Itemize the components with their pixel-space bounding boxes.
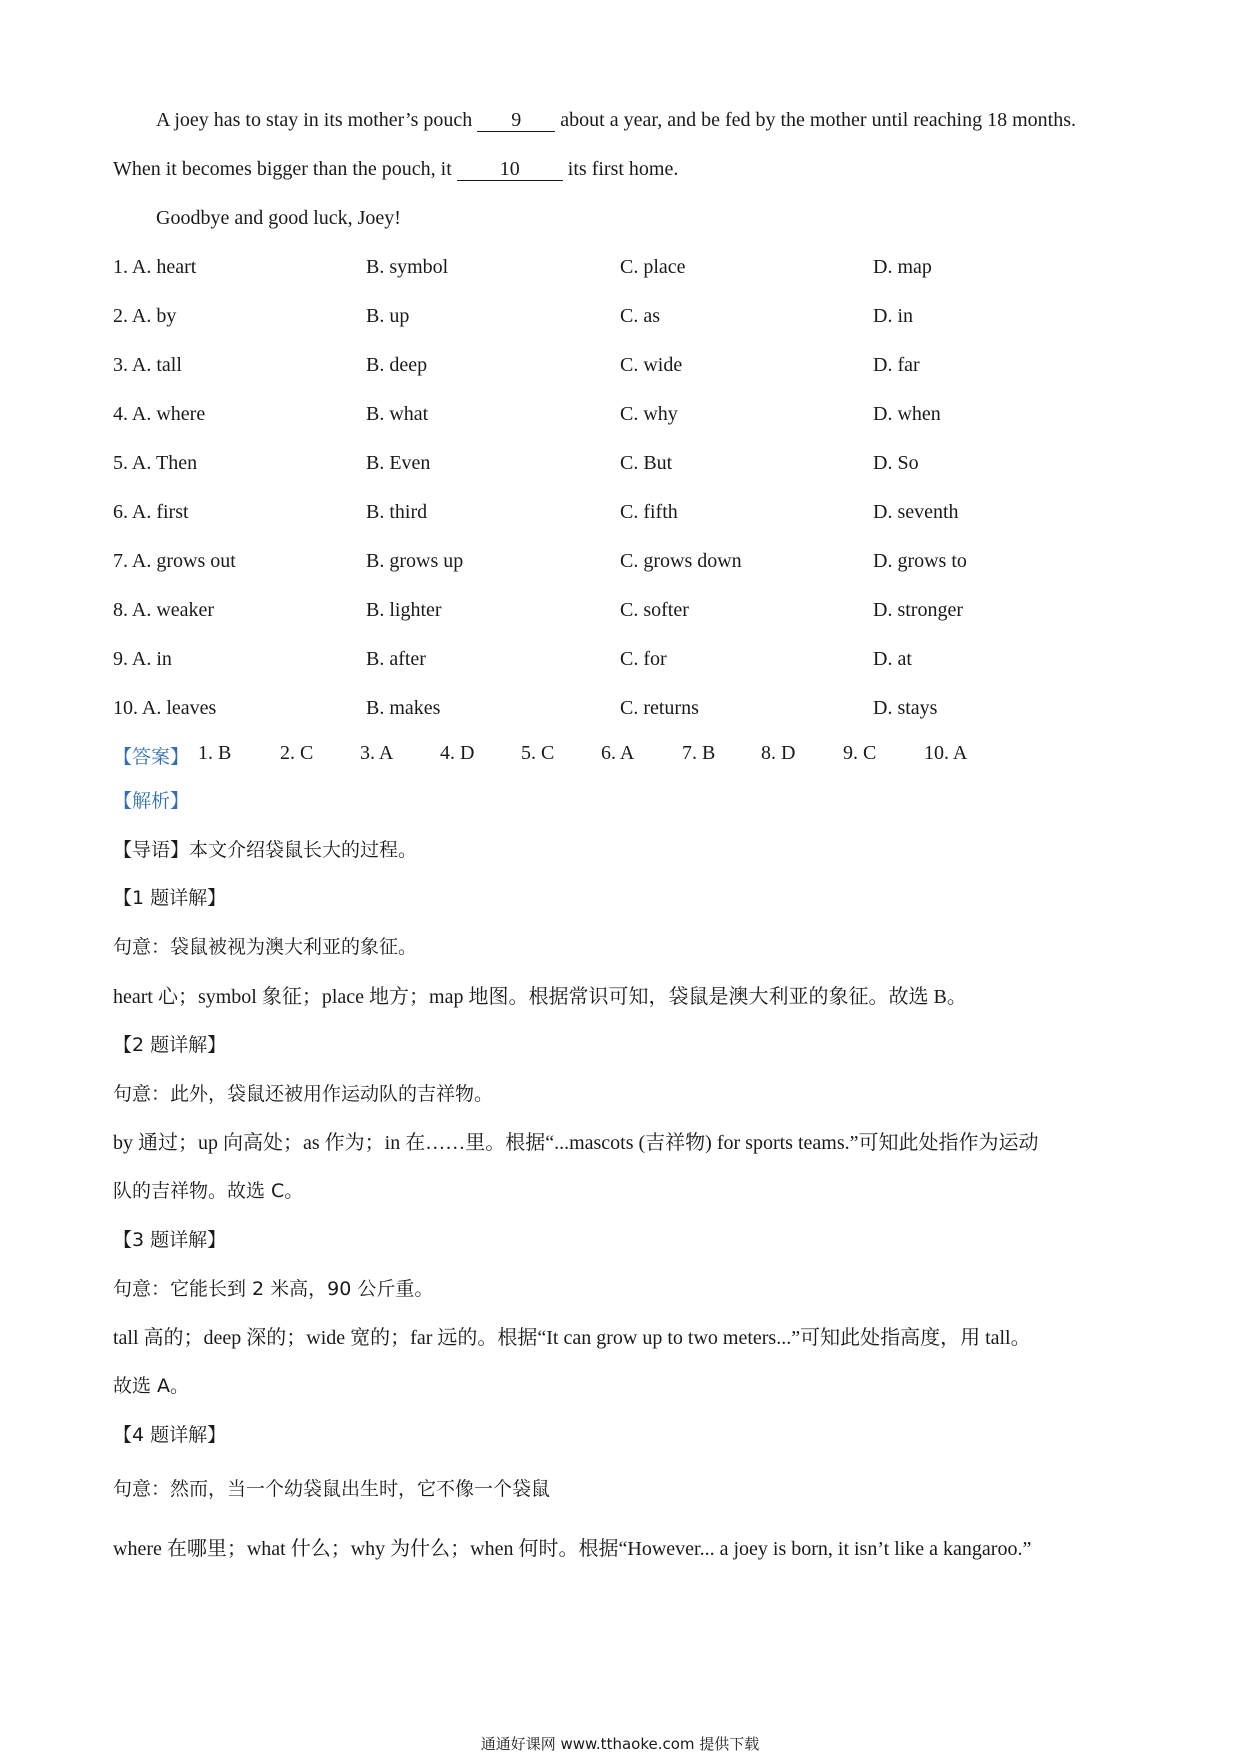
- option-a: 2. A. by: [113, 305, 177, 327]
- page-footer: 通通好课网 www.tthaoke.com 提供下载: [480, 1735, 760, 1753]
- analysis-line: 【1 题详解】: [113, 887, 227, 909]
- question-row: [0, 501, 1240, 525]
- option-c: C. But: [620, 452, 673, 474]
- option-a: 4. A. where: [113, 403, 206, 425]
- passage-text: A joey has to stay in its mother’s pouch: [156, 109, 473, 131]
- analysis-label: 【解析】: [113, 790, 190, 812]
- question-row: [0, 452, 1240, 476]
- answer-key: [0, 742, 1240, 766]
- question-row: [0, 599, 1240, 623]
- question-row: [0, 403, 1240, 427]
- answer-item: 6. A: [601, 742, 635, 764]
- question-row: [0, 697, 1240, 721]
- option-a: 10. A. leaves: [113, 697, 217, 719]
- option-a: 3. A. tall: [113, 354, 182, 376]
- option-c: C. softer: [620, 599, 689, 621]
- option-d: D. at: [873, 648, 912, 670]
- answer-item: 1. B: [198, 742, 232, 764]
- option-a: 8. A. weaker: [113, 599, 215, 621]
- answer-item: 10. A: [924, 742, 968, 764]
- option-d: D. seventh: [873, 501, 959, 523]
- answer-label: 【答案】: [113, 746, 190, 768]
- option-a: 1. A. heart: [113, 256, 197, 278]
- option-b: B. deep: [366, 354, 428, 376]
- passage-text: When it becomes bigger than the pouch, it: [113, 158, 452, 180]
- option-c: C. fifth: [620, 501, 678, 523]
- analysis-line: 【4 题详解】: [113, 1424, 227, 1446]
- answer-item: 7. B: [682, 742, 716, 764]
- option-d: D. in: [873, 305, 913, 327]
- analysis-line: 队的吉祥物。故选 C。: [113, 1180, 304, 1202]
- analysis-line: 句意：此外，袋鼠还被用作运动队的吉祥物。: [113, 1083, 494, 1105]
- option-d: D. So: [873, 452, 919, 474]
- option-b: B. lighter: [366, 599, 442, 621]
- option-c: C. for: [620, 648, 667, 670]
- answer-item: 5. C: [521, 742, 555, 764]
- option-d: D. stronger: [873, 599, 963, 621]
- option-c: C. wide: [620, 354, 683, 376]
- passage-text: its first home.: [567, 158, 679, 180]
- option-c: C. returns: [620, 697, 699, 719]
- option-c: C. as: [620, 305, 660, 327]
- option-c: C. place: [620, 256, 686, 278]
- option-d: D. grows to: [873, 550, 967, 572]
- option-b: B. Even: [366, 452, 431, 474]
- option-b: B. up: [366, 305, 410, 327]
- analysis-line: 句意：袋鼠被视为澳大利亚的象征。: [113, 936, 418, 958]
- passage-line-2: [113, 159, 678, 181]
- analysis-line: tall 高的；deep 深的；wide 宽的；far 远的。根据“It can grow up to two meters...”可知此处指高度，用 tall。: [113, 1327, 1031, 1349]
- passage-line-1: [156, 110, 1076, 132]
- blank-10: 10: [457, 159, 563, 181]
- analysis-line: 【导语】本文介绍袋鼠长大的过程。: [113, 839, 418, 861]
- option-b: B. grows up: [366, 550, 464, 572]
- option-d: D. stays: [873, 697, 938, 719]
- answer-item: 3. A: [360, 742, 394, 764]
- option-b: B. symbol: [366, 256, 449, 278]
- analysis-line: by 通过；up 向高处；as 作为；in 在……里。根据“...mascots (吉祥物) for sports teams.”可知此处指作为运动: [113, 1132, 1039, 1154]
- question-row: [0, 354, 1240, 378]
- question-row: [0, 550, 1240, 574]
- answer-item: 4. D: [440, 742, 475, 764]
- analysis-line: heart 心；symbol 象征；place 地方；map 地图。根据常识可知，袋鼠是澳大利亚的象征。故选 B。: [113, 986, 967, 1008]
- question-row: [0, 256, 1240, 280]
- option-d: D. when: [873, 403, 941, 425]
- answer-item: 8. D: [761, 742, 796, 764]
- analysis-line: 【2 题详解】: [113, 1034, 227, 1056]
- option-a: 5. A. Then: [113, 452, 198, 474]
- question-row: [0, 305, 1240, 329]
- option-a: 6. A. first: [113, 501, 189, 523]
- analysis-line: 故选 A。: [113, 1375, 190, 1397]
- answer-item: 9. C: [843, 742, 877, 764]
- option-b: B. after: [366, 648, 426, 670]
- passage-line-3: Goodbye and good luck, Joey!: [156, 207, 401, 229]
- option-c: C. grows down: [620, 550, 742, 572]
- blank-9: 9: [477, 110, 555, 132]
- option-d: D. map: [873, 256, 932, 278]
- analysis-line: where 在哪里；what 什么；why 为什么；when 何时。根据“However... a joey is born, it isn’t like a kangaroo.”: [113, 1538, 1032, 1560]
- passage-text: about a year, and be fed by the mother until reaching 18 months.: [560, 109, 1076, 131]
- answer-item: 2. C: [280, 742, 314, 764]
- analysis-line: 【3 题详解】: [113, 1229, 227, 1251]
- analysis-line: 句意：它能长到 2 米高，90 公斤重。: [113, 1278, 434, 1300]
- question-row: [0, 648, 1240, 672]
- option-c: C. why: [620, 403, 678, 425]
- option-d: D. far: [873, 354, 920, 376]
- option-b: B. third: [366, 501, 428, 523]
- option-a: 7. A. grows out: [113, 550, 236, 572]
- analysis-line: 句意：然而，当一个幼袋鼠出生时，它不像一个袋鼠: [113, 1478, 551, 1500]
- option-b: B. makes: [366, 697, 441, 719]
- option-b: B. what: [366, 403, 429, 425]
- option-a: 9. A. in: [113, 648, 172, 670]
